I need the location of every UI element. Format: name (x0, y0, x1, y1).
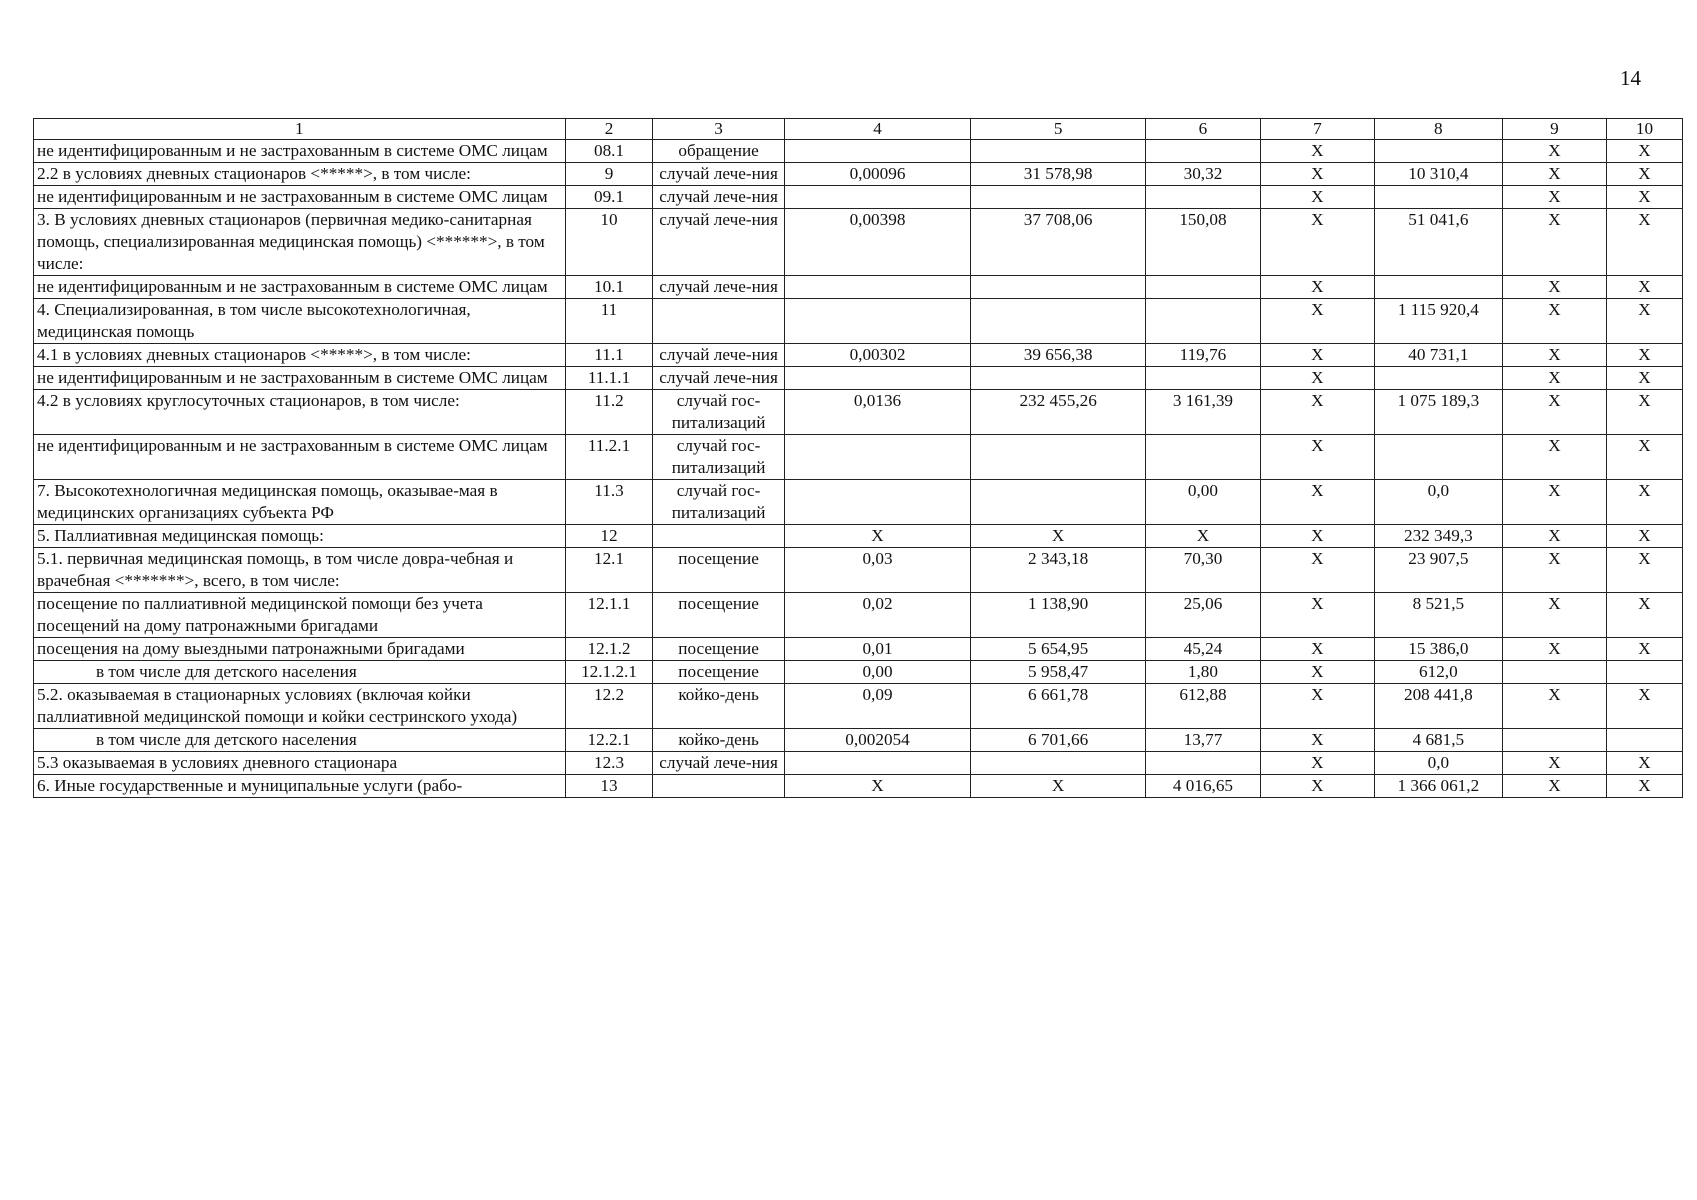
table-cell: 12.2.1 (565, 729, 653, 752)
table-cell: 0,0 (1374, 480, 1502, 525)
table-cell: случай лече-ния (653, 186, 784, 209)
table-row (34, 548, 1683, 593)
table-cell: X (1502, 140, 1606, 163)
table-cell: X (1502, 299, 1606, 344)
table-cell: 09.1 (565, 186, 653, 209)
table-cell: 232 349,3 (1374, 525, 1502, 548)
table-cell: 1,80 (1145, 661, 1260, 684)
table-cell: X (784, 775, 971, 798)
table-cell: 39 656,38 (971, 344, 1146, 367)
table-cell: X (1606, 186, 1682, 209)
table-cell: X (1502, 186, 1606, 209)
table-cell: X (1502, 367, 1606, 390)
table-header-row (34, 119, 1683, 140)
table-cell: случай лече-ния (653, 344, 784, 367)
table-cell: случай лече-ния (653, 163, 784, 186)
table-cell: 12.2 (565, 684, 653, 729)
row-label-cell: 3. В условиях дневных стационаров (первичная медико-санитарная помощь, специализированная медицинская помощь) <******>, в том числе: (34, 209, 566, 276)
table-cell: X (1502, 390, 1606, 435)
table-cell: 70,30 (1145, 548, 1260, 593)
table-cell (784, 435, 971, 480)
table-cell: 612,0 (1374, 661, 1502, 684)
table-cell: 11.2.1 (565, 435, 653, 480)
table-cell: случай гос-питализаций (653, 435, 784, 480)
table-cell: X (1502, 752, 1606, 775)
table-row (34, 163, 1683, 186)
table-cell: 0,00096 (784, 163, 971, 186)
table-cell: X (1260, 209, 1374, 276)
table-cell (1374, 140, 1502, 163)
row-label-cell: 4.2 в условиях круглосуточных стационаров, в том числе: (34, 390, 566, 435)
table-cell: X (1260, 548, 1374, 593)
table-cell: случай лече-ния (653, 367, 784, 390)
table-cell: X (971, 525, 1146, 548)
table-row (34, 525, 1683, 548)
table-cell (971, 480, 1146, 525)
table-cell: 25,06 (1145, 593, 1260, 638)
table-cell: 3 161,39 (1145, 390, 1260, 435)
page-number: 14 (1620, 66, 1641, 90)
table-cell: X (1606, 299, 1682, 344)
table-cell (784, 140, 971, 163)
table-row (34, 299, 1683, 344)
table-row (34, 367, 1683, 390)
table-cell: койко-день (653, 729, 784, 752)
row-label-cell: не идентифицированным и не застрахованным в системе ОМС лицам (34, 435, 566, 480)
table-cell (1145, 299, 1260, 344)
table-cell: случай гос-питализаций (653, 480, 784, 525)
table-cell (653, 775, 784, 798)
table-cell: X (1260, 661, 1374, 684)
row-label-cell: 4. Специализированная, в том числе высокотехнологичная, медицинская помощь (34, 299, 566, 344)
header-cell: 6 (1145, 119, 1260, 140)
row-label-cell: не идентифицированным и не застрахованным в системе ОМС лицам (34, 276, 566, 299)
table-cell: X (1260, 593, 1374, 638)
table-cell (1606, 661, 1682, 684)
table-cell: 0,09 (784, 684, 971, 729)
table-cell: посещение (653, 548, 784, 593)
table-cell: X (1260, 684, 1374, 729)
header-cell: 4 (784, 119, 971, 140)
table-cell: 11.1.1 (565, 367, 653, 390)
table-cell: 31 578,98 (971, 163, 1146, 186)
table-cell: обращение (653, 140, 784, 163)
table-cell: 1 075 189,3 (1374, 390, 1502, 435)
table-cell: 11 (565, 299, 653, 344)
table-cell: X (1260, 729, 1374, 752)
table-cell: X (1606, 480, 1682, 525)
table-cell: 150,08 (1145, 209, 1260, 276)
table-cell (971, 752, 1146, 775)
table-cell: X (1260, 140, 1374, 163)
table-cell: X (1606, 390, 1682, 435)
table-cell (971, 367, 1146, 390)
table-cell (784, 480, 971, 525)
table-row (34, 684, 1683, 729)
row-label-cell: в том числе для детского населения (34, 661, 566, 684)
table-cell: 12 (565, 525, 653, 548)
table-cell: X (1502, 548, 1606, 593)
table-cell: X (1502, 435, 1606, 480)
table-cell: 2 343,18 (971, 548, 1146, 593)
row-label-cell: 7. Высокотехнологичная медицинская помощь, оказывае-мая в медицинских организациях субъекта РФ (34, 480, 566, 525)
row-label-cell: в том числе для детского населения (34, 729, 566, 752)
table-row (34, 435, 1683, 480)
table-cell: 15 386,0 (1374, 638, 1502, 661)
table-cell (971, 140, 1146, 163)
table-cell: 0,01 (784, 638, 971, 661)
table-cell: X (1606, 752, 1682, 775)
table-cell (1145, 140, 1260, 163)
table-cell: 10 (565, 209, 653, 276)
table-cell: 5 958,47 (971, 661, 1146, 684)
table-cell: 30,32 (1145, 163, 1260, 186)
table-cell: X (1606, 684, 1682, 729)
header-cell: 1 (34, 119, 566, 140)
table-cell (1502, 729, 1606, 752)
table-cell: посещение (653, 638, 784, 661)
table-cell: 119,76 (1145, 344, 1260, 367)
table-cell: X (784, 525, 971, 548)
data-table (33, 118, 1683, 798)
table-cell: X (1606, 163, 1682, 186)
table-cell: X (1606, 276, 1682, 299)
row-label-cell: 4.1 в условиях дневных стационаров <*****>, в том числе: (34, 344, 566, 367)
table-cell: койко-день (653, 684, 784, 729)
row-label-cell: не идентифицированным и не застрахованным в системе ОМС лицам (34, 140, 566, 163)
header-cell: 5 (971, 119, 1146, 140)
table-cell (784, 299, 971, 344)
table-cell (1145, 752, 1260, 775)
table-row (34, 140, 1683, 163)
table-cell (1502, 661, 1606, 684)
table-cell: 6 701,66 (971, 729, 1146, 752)
table-cell: X (1502, 684, 1606, 729)
table-cell: 13 (565, 775, 653, 798)
table-cell (1145, 367, 1260, 390)
table-cell (653, 299, 784, 344)
table-cell: X (1260, 276, 1374, 299)
table-cell: X (1502, 344, 1606, 367)
table-cell: случай гос-питализаций (653, 390, 784, 435)
table-cell: случай лече-ния (653, 209, 784, 276)
table-cell: 51 041,6 (1374, 209, 1502, 276)
table-cell: X (1260, 752, 1374, 775)
table-cell: X (1606, 525, 1682, 548)
table-row (34, 209, 1683, 276)
table-cell: 0,002054 (784, 729, 971, 752)
table-cell: 45,24 (1145, 638, 1260, 661)
table-cell: X (1606, 209, 1682, 276)
row-label-cell: не идентифицированным и не застрахованным в системе ОМС лицам (34, 367, 566, 390)
table-cell: X (1260, 186, 1374, 209)
table-cell: X (1260, 435, 1374, 480)
table-row (34, 729, 1683, 752)
table-cell (971, 299, 1146, 344)
table-cell (1606, 729, 1682, 752)
table-cell: X (1502, 638, 1606, 661)
table-cell (971, 276, 1146, 299)
table-cell: 12.1.1 (565, 593, 653, 638)
header-cell: 8 (1374, 119, 1502, 140)
table-cell (1145, 276, 1260, 299)
table-cell: 11.2 (565, 390, 653, 435)
table-cell: 0,02 (784, 593, 971, 638)
table-cell: 4 016,65 (1145, 775, 1260, 798)
row-label-cell: 6. Иные государственные и муниципальные услуги (рабо- (34, 775, 566, 798)
table-cell (1374, 367, 1502, 390)
table-cell: 10 310,4 (1374, 163, 1502, 186)
table-cell: посещение (653, 661, 784, 684)
table-cell: посещение (653, 593, 784, 638)
table-cell: X (1606, 548, 1682, 593)
header-cell: 10 (1606, 119, 1682, 140)
table-cell: 0,0136 (784, 390, 971, 435)
table-row (34, 593, 1683, 638)
table-cell: 0,0 (1374, 752, 1502, 775)
table-cell (653, 525, 784, 548)
table-cell (1145, 186, 1260, 209)
table-cell: 12.3 (565, 752, 653, 775)
table-row (34, 638, 1683, 661)
table-cell: 08.1 (565, 140, 653, 163)
table-cell: X (1606, 593, 1682, 638)
table-cell (784, 276, 971, 299)
table-cell: 232 455,26 (971, 390, 1146, 435)
table-cell (1374, 276, 1502, 299)
table-cell: X (1260, 344, 1374, 367)
table-cell: 208 441,8 (1374, 684, 1502, 729)
row-label-cell: 2.2 в условиях дневных стационаров <*****>, в том числе: (34, 163, 566, 186)
table-cell: X (1260, 480, 1374, 525)
table-cell: X (1260, 163, 1374, 186)
table-cell: X (1606, 435, 1682, 480)
table-cell: X (971, 775, 1146, 798)
header-cell: 7 (1260, 119, 1374, 140)
table-cell: 1 115 920,4 (1374, 299, 1502, 344)
table-cell: 12.1 (565, 548, 653, 593)
table-cell: 9 (565, 163, 653, 186)
table-cell (1145, 435, 1260, 480)
table-cell: X (1502, 525, 1606, 548)
table-cell: 23 907,5 (1374, 548, 1502, 593)
table-cell: 1 138,90 (971, 593, 1146, 638)
table-cell: X (1145, 525, 1260, 548)
table-cell: X (1606, 638, 1682, 661)
table-cell: X (1502, 775, 1606, 798)
row-label-cell: 5.1. первичная медицинская помощь, в том числе довра-чебная и врачебная <*******>, всего, в том числе: (34, 548, 566, 593)
row-label-cell: 5. Паллиативная медицинская помощь: (34, 525, 566, 548)
table-cell: 0,00398 (784, 209, 971, 276)
table-cell: 612,88 (1145, 684, 1260, 729)
table-cell: X (1606, 367, 1682, 390)
table-cell: X (1260, 638, 1374, 661)
table-row (34, 752, 1683, 775)
table-row (34, 186, 1683, 209)
table-cell: 0,00302 (784, 344, 971, 367)
table-cell: X (1260, 775, 1374, 798)
table-cell: X (1606, 140, 1682, 163)
header-cell: 3 (653, 119, 784, 140)
table-cell: 10.1 (565, 276, 653, 299)
table-row (34, 661, 1683, 684)
table-cell: 1 366 061,2 (1374, 775, 1502, 798)
table-cell: X (1260, 299, 1374, 344)
table-cell: X (1260, 525, 1374, 548)
table-cell (784, 186, 971, 209)
table-cell: X (1502, 480, 1606, 525)
table-cell: 12.1.2 (565, 638, 653, 661)
table-cell (1374, 435, 1502, 480)
table-cell (971, 435, 1146, 480)
table-cell (971, 186, 1146, 209)
table-cell: X (1606, 775, 1682, 798)
table-cell: 6 661,78 (971, 684, 1146, 729)
row-label-cell: 5.2. оказываемая в стационарных условиях (включая койки паллиативной медицинской помощи и койки сестринского ухода) (34, 684, 566, 729)
table-cell: 12.1.2.1 (565, 661, 653, 684)
table-cell: случай лече-ния (653, 752, 784, 775)
table-row (34, 390, 1683, 435)
table-row (34, 344, 1683, 367)
table-cell: X (1502, 163, 1606, 186)
table-cell: 13,77 (1145, 729, 1260, 752)
table-cell: 11.1 (565, 344, 653, 367)
table-cell: случай лече-ния (653, 276, 784, 299)
table-cell: 37 708,06 (971, 209, 1146, 276)
table-cell: 0,00 (784, 661, 971, 684)
table-cell: 0,00 (1145, 480, 1260, 525)
table-cell: 40 731,1 (1374, 344, 1502, 367)
table-cell (784, 367, 971, 390)
row-label-cell: 5.3 оказываемая в условиях дневного стационара (34, 752, 566, 775)
header-cell: 9 (1502, 119, 1606, 140)
table-cell: X (1260, 390, 1374, 435)
header-cell: 2 (565, 119, 653, 140)
table-cell: 4 681,5 (1374, 729, 1502, 752)
row-label-cell: не идентифицированным и не застрахованным в системе ОМС лицам (34, 186, 566, 209)
table-cell: X (1502, 593, 1606, 638)
table-cell: 5 654,95 (971, 638, 1146, 661)
table-cell: X (1260, 367, 1374, 390)
row-label-cell: посещения на дому выездными патронажными бригадами (34, 638, 566, 661)
table-cell: 0,03 (784, 548, 971, 593)
table-cell (784, 752, 971, 775)
row-label-cell: посещение по паллиативной медицинской помощи без учета посещений на дому патронажными бригадами (34, 593, 566, 638)
table-row (34, 775, 1683, 798)
table-cell: 11.3 (565, 480, 653, 525)
table-cell: 8 521,5 (1374, 593, 1502, 638)
table-row (34, 480, 1683, 525)
table-cell: X (1502, 276, 1606, 299)
table-cell: X (1502, 209, 1606, 276)
table-cell (1374, 186, 1502, 209)
table-row (34, 276, 1683, 299)
table-cell: X (1606, 344, 1682, 367)
